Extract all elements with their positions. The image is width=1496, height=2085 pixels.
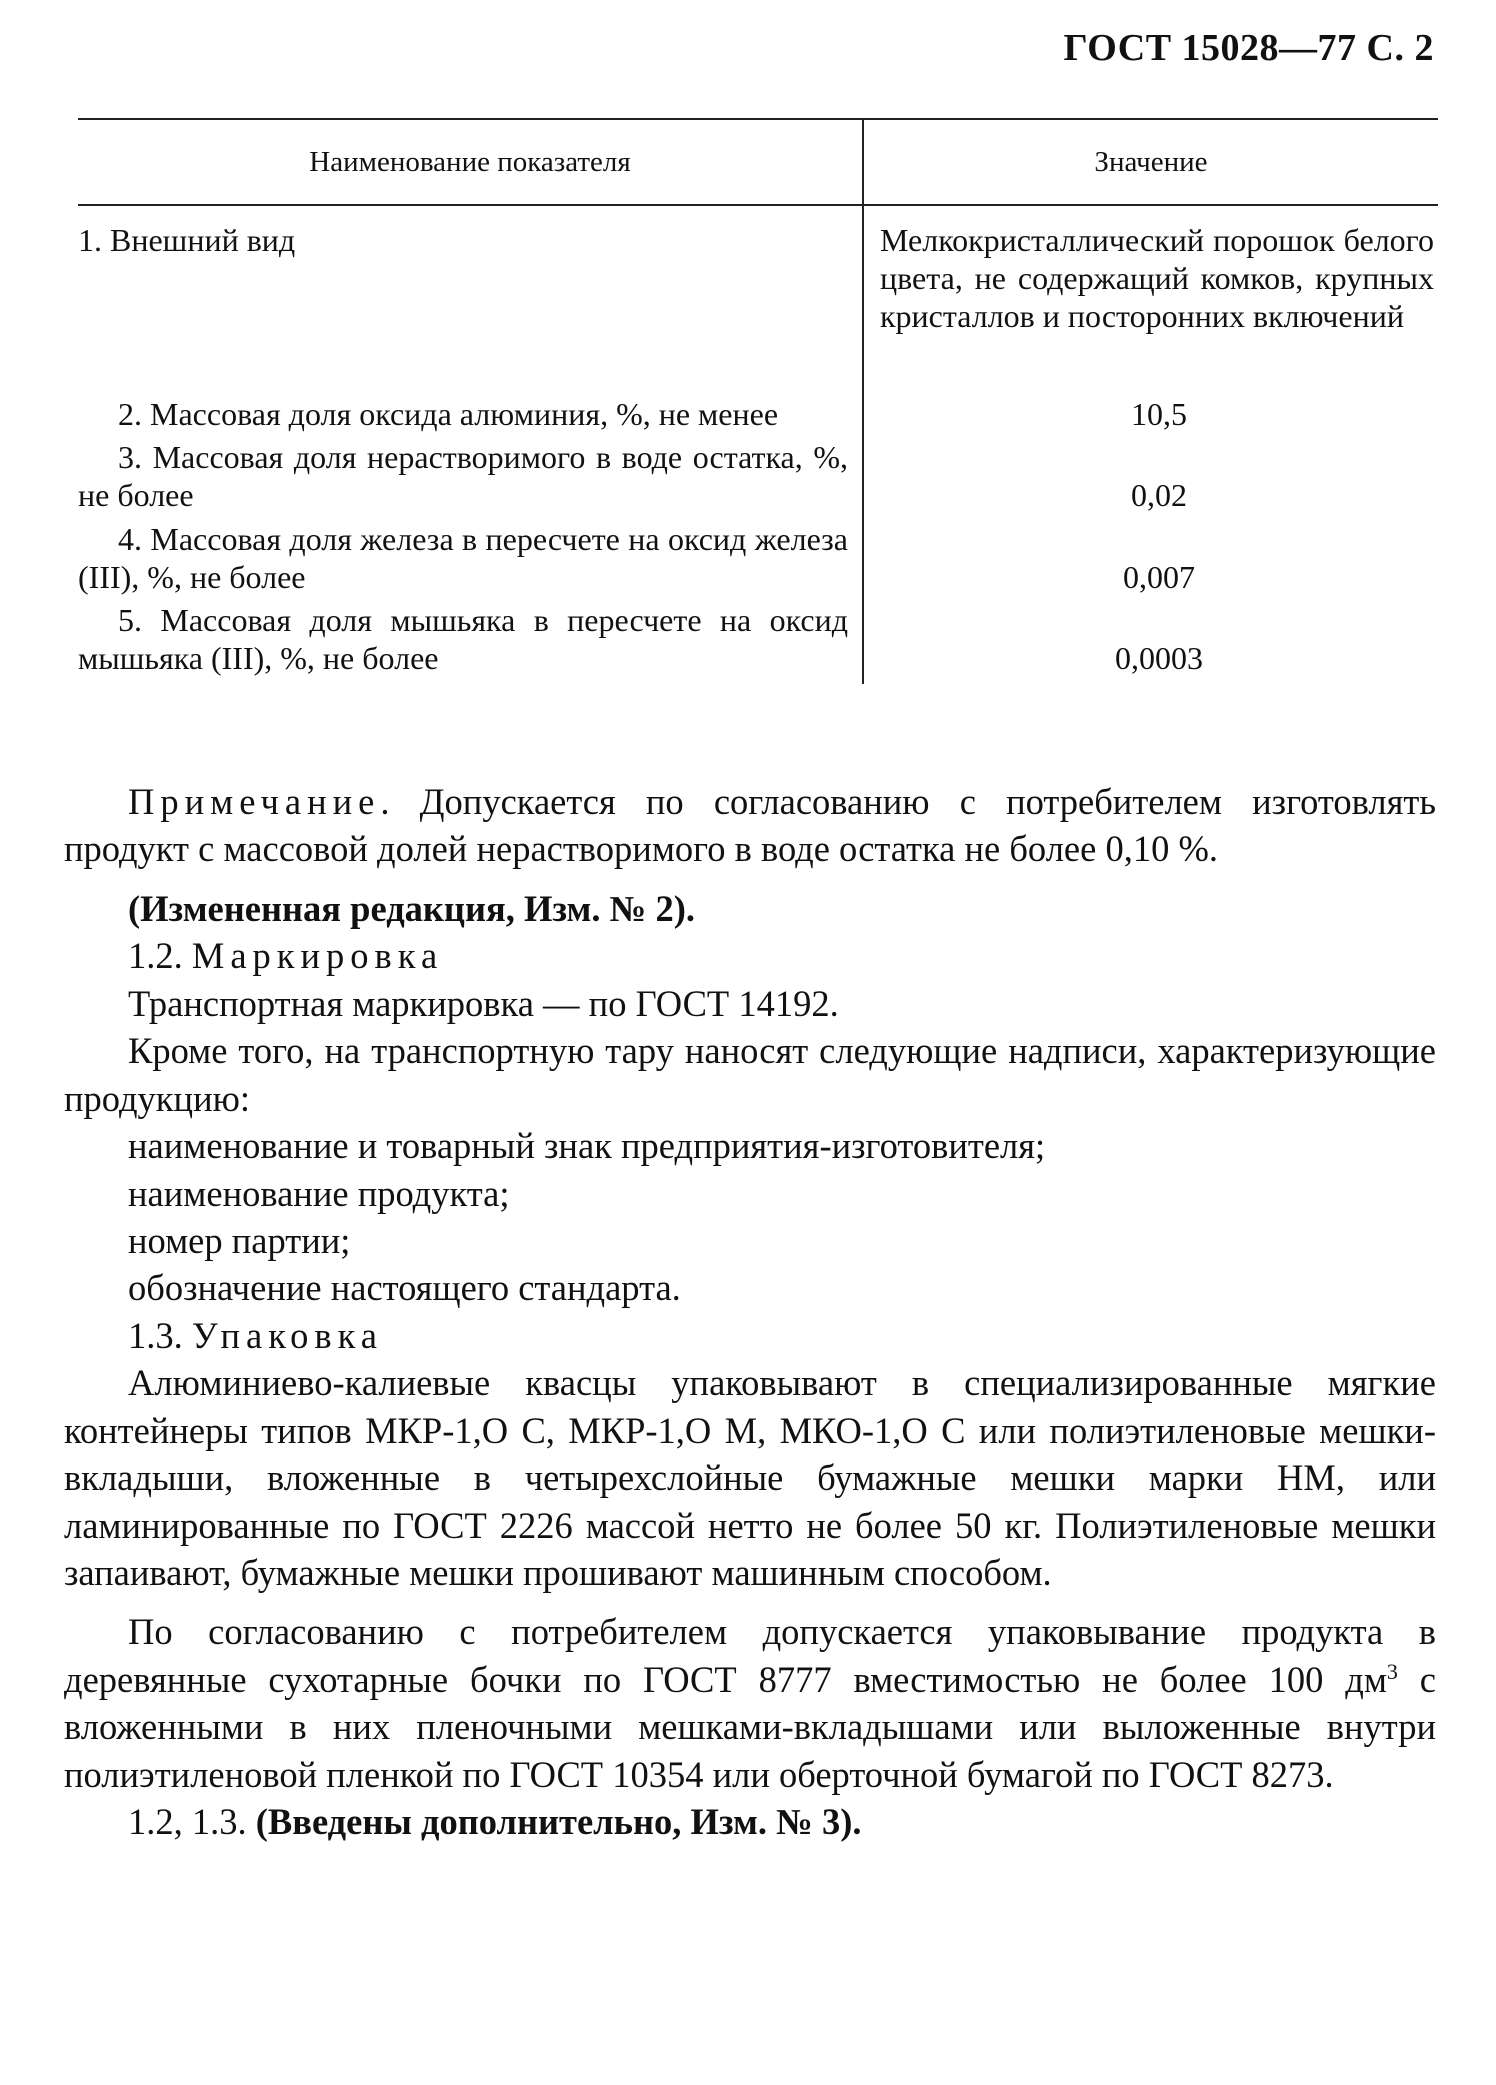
paragraph: Транспортная маркировка — по ГОСТ 14192.: [128, 982, 839, 1024]
paragraph: [64, 1608, 1436, 1798]
note-label: Примечание: [128, 781, 381, 822]
header-value: Значение: [863, 119, 1438, 205]
indicator-value: 0,007: [1123, 558, 1195, 595]
paragraph: Кроме того, на транспортную тару наносят следующие надписи, характеризующие продукцию:: [64, 1030, 1436, 1119]
indicator-value: Мелкокристаллический порошок белого цвета, не содержащий комков, крупных кристаллов и посторонних включений: [880, 222, 1434, 334]
amendment-note: (Измененная редакция, Изм. № 2).: [128, 887, 695, 929]
list-item: наименование продукта;: [128, 1172, 510, 1214]
table-row: [78, 602, 1438, 684]
note-text: . Допускается по согласованию с потребителем изготовлять продукт с массовой долей нерастворимого в воде остатка не более 0,10 %.: [64, 781, 1436, 870]
section-number: 1.3.: [128, 1314, 183, 1356]
paragraph-part: По согласованию с потребителем допускается упаковывание продукта в деревянные сухотарные бочки по ГОСТ 8777 вместимостью не более 100 дм: [64, 1611, 1436, 1700]
list-item: обозначение настоящего стандарта.: [128, 1267, 681, 1309]
indicator-name: 5. Массовая доля мышьяка в пересчете на оксид мышьяка (III), %, не более: [78, 602, 863, 684]
superscript: 3: [1386, 1658, 1398, 1684]
body-text: [64, 778, 1436, 1846]
indicator-value: 0,0003: [1115, 640, 1203, 676]
list-item: наименование и товарный знак предприятия-изготовителя;: [128, 1125, 1046, 1167]
note: [64, 778, 1436, 873]
section-title: Маркировка: [191, 935, 444, 977]
indicator-value: 10,5: [1131, 395, 1187, 432]
paragraph-part: с вложенными в них пленочными мешками-вкладышами или выложенные внутри полиэтиленовой пленкой по ГОСТ 10354 или оберточной бумагой по ГОСТ 8273.: [64, 1658, 1437, 1795]
table-row: [78, 521, 1438, 603]
table-header-row: [78, 119, 1438, 205]
section-title: Упаковка: [191, 1314, 383, 1356]
table-row: [78, 341, 1438, 439]
paragraph: Алюминиево-калиевые квасцы упаковывают в специализированные мягкие контейнеры типов МКР-1,О С, МКР-1,О М, МКО-1,О С или полиэтиленовые мешки-вкладыши, вложенные в четырехслойные бумажные мешки марки НМ, или ламинированные по ГОСТ 2226 массой нетто не более 50 кг. Полиэтиленовые мешки запаивают, бумажные мешки прошивают машинным способом.: [64, 1362, 1436, 1593]
table-row: [78, 439, 1438, 521]
amendment-prefix: 1.2, 1.3.: [128, 1801, 256, 1843]
indicator-name: 2. Массовая доля оксида алюминия, %, не менее: [78, 341, 863, 439]
section-number: 1.2.: [128, 935, 183, 977]
list-item: номер партии;: [128, 1219, 351, 1261]
section-heading-packing: [64, 1312, 1436, 1359]
table-row: [78, 205, 1438, 341]
page-header: ГОСТ 15028—77 С. 2: [1063, 27, 1434, 69]
indicator-name: 3. Массовая доля нерастворимого в воде остатка, %, не более: [78, 439, 863, 521]
indicator-name: 1. Внешний вид: [78, 205, 863, 341]
amendment-text: (Введены дополнительно, Изм. № 3).: [255, 1801, 862, 1843]
spec-table: [78, 118, 1438, 684]
indicator-name: 4. Массовая доля железа в пересчете на оксид железа (III), %, не более: [78, 521, 863, 603]
section-heading-marking: [64, 932, 1436, 979]
header-indicator-name: Наименование показателя: [78, 119, 863, 205]
indicator-value: 0,02: [1131, 477, 1187, 513]
amendment-note: [64, 1798, 1436, 1845]
